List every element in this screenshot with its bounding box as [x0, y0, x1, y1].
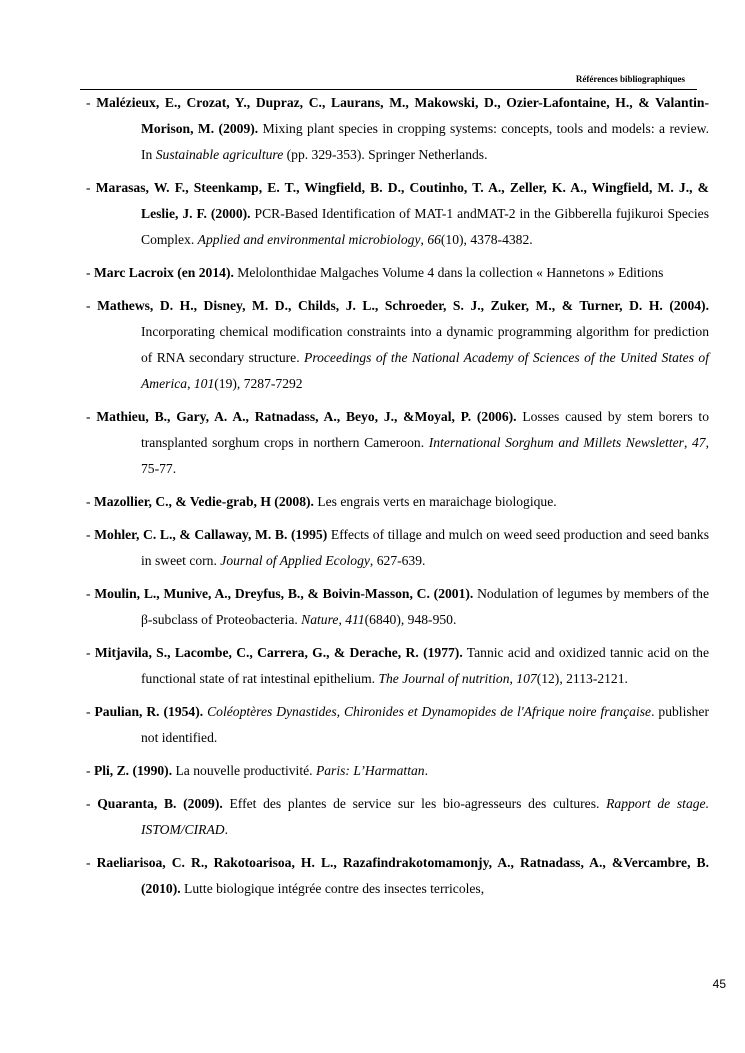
reference-text: .: [224, 822, 228, 837]
reference-text: Nodulation of legumes by members of the β-subclass of Proteobacteria.: [141, 586, 709, 627]
reference-source: International Sorghum and Millets Newsletter: [428, 435, 684, 450]
reference-text: ,: [420, 232, 428, 247]
reference-text: (12), 2113-2121.: [536, 671, 628, 686]
reference-item: [86, 640, 709, 692]
reference-authors: Quaranta, B. (2009).: [97, 796, 223, 811]
reference-text: ,: [509, 671, 517, 686]
reference-prefix: -: [86, 265, 94, 280]
reference-prefix: -: [86, 704, 95, 719]
page-number: 45: [712, 977, 726, 991]
reference-authors: Marasas, W. F., Steenkamp, E. T., Wingfield, B. D., Coutinho, T. A., Zeller, K. A., Wingfield, M. J., & Leslie, J. F. (2000).: [95, 180, 709, 221]
reference-authors: Malézieux, E., Crozat, Y., Dupraz, C., Laurans, M., Makowski, D., Ozier-Lafontaine, H., & Valantin-Morison, M. (2009).: [96, 95, 709, 136]
reference-item: [86, 581, 709, 633]
reference-text: .: [424, 763, 428, 778]
reference-prefix: -: [86, 645, 95, 660]
reference-source: The Journal of nutrition: [378, 671, 510, 686]
reference-volume: 66: [427, 232, 441, 247]
reference-text: (10), 4378-4382.: [440, 232, 533, 247]
reference-authors: Mazollier, C., & Vedie-grab, H (2008).: [93, 494, 314, 509]
reference-prefix: -: [86, 409, 97, 424]
reference-authors: Raeliarisoa, C. R., Rakotoarisoa, H. L., Razafindrakotomamonjy, A., Ratnadass, A., &Vercambre, B. (2010).: [96, 855, 709, 896]
reference-source: Paris: L’Harmattan: [315, 763, 425, 778]
reference-item: [86, 758, 709, 784]
reference-prefix: -: [86, 586, 95, 601]
reference-authors: Marc Lacroix (en 2014).: [93, 265, 234, 280]
reference-text: Les engrais verts en maraichage biologique.: [313, 494, 557, 509]
reference-text: ,: [683, 435, 692, 450]
reference-item: [86, 522, 709, 574]
reference-source: Journal of Applied Ecology: [220, 553, 370, 568]
reference-authors: Pli, Z. (1990).: [93, 763, 173, 778]
reference-prefix: -: [86, 527, 95, 542]
reference-source: Coléoptères Dynastides, Chironides et Dynamopides de l'Afrique noire française: [207, 704, 652, 719]
reference-item: [86, 489, 709, 515]
reference-text: Tannic acid and oxidized tannic acid on the functional state of rat intestinal epithelium.: [141, 645, 709, 686]
reference-text: , 627-639.: [369, 553, 426, 568]
reference-text: PCR-Based Identification of MAT-1 andMAT-2 in the Gibberella fujikuroi Species Complex.: [141, 206, 709, 247]
reference-volume: 411: [345, 612, 365, 627]
reference-text: La nouvelle productivité.: [172, 763, 316, 778]
reference-text: Incorporating chemical modification constraints into a dynamic programming algorithm for prediction of RNA secondary structure.: [141, 324, 709, 365]
reference-source: Proceedings of the National Academy of Sciences of the United States of America: [141, 350, 709, 391]
reference-authors: Mitjavila, S., Lacombe, C., Carrera, G., & Derache, R. (1977).: [94, 645, 463, 660]
reference-text: Melolonthidae Malgaches Volume 4 dans la collection « Hannetons » Editions: [233, 265, 664, 280]
reference-text: Effects of tillage and mulch on weed seed production and seed banks in sweet corn.: [141, 527, 709, 568]
reference-item: [86, 90, 709, 168]
reference-text: (6840), 948-950.: [364, 612, 457, 627]
reference-volume: 101: [193, 376, 215, 391]
reference-volume: 47: [691, 435, 706, 450]
reference-item: [86, 260, 709, 286]
reference-authors: Paulian, R. (1954).: [94, 704, 204, 719]
reference-prefix: -: [86, 180, 96, 195]
reference-list: [86, 90, 709, 909]
reference-prefix: -: [86, 298, 98, 313]
reference-item: [86, 175, 709, 253]
reference-source: Nature: [301, 612, 339, 627]
reference-text: Losses caused by stem borers to transplanted sorghum crops in northern Cameroon.: [141, 409, 709, 450]
reference-text: (19), 7287-7292: [214, 376, 303, 391]
reference-authors: Mathieu, B., Gary, A. A., Ratnadass, A., Beyo, J., &Moyal, P. (2006).: [96, 409, 517, 424]
reference-text: , 75-77.: [141, 435, 709, 476]
reference-text: (pp. 329-353). Springer Netherlands.: [283, 147, 488, 162]
reference-text: ,: [338, 612, 346, 627]
reference-item: [86, 404, 709, 482]
reference-volume: 107: [516, 671, 537, 686]
reference-prefix: -: [86, 494, 94, 509]
reference-source: Sustainable agriculture: [155, 147, 284, 162]
reference-authors: Mohler, C. L., & Callaway, M. B. (1995): [94, 527, 328, 542]
reference-item: [86, 293, 709, 397]
reference-text: Lutte biologique intégrée contre des insectes terricoles,: [180, 881, 485, 896]
reference-authors: Moulin, L., Munive, A., Dreyfus, B., & Boivin-Masson, C. (2001).: [94, 586, 474, 601]
reference-item: [86, 850, 709, 902]
reference-text: Mixing plant species in cropping systems: concepts, tools and models: a review. In: [141, 121, 709, 162]
reference-text: Effet des plantes de service sur les bio-agresseurs des cultures.: [222, 796, 607, 811]
reference-authors: Mathews, D. H., Disney, M. D., Childs, J. L., Schroeder, S. J., Zuker, M., & Turner, D. H. (2004).: [97, 298, 709, 313]
reference-prefix: -: [86, 763, 94, 778]
reference-prefix: -: [86, 95, 97, 110]
reference-item: [86, 699, 709, 751]
reference-source: Rapport de stage. ISTOM/CIRAD: [141, 796, 709, 837]
reference-source: Applied and environmental microbiology: [197, 232, 421, 247]
reference-text: . publisher not identified.: [141, 704, 709, 745]
reference-prefix: -: [86, 855, 97, 870]
reference-item: [86, 791, 709, 843]
reference-text: ,: [187, 376, 194, 391]
running-header-title: Références bibliographiques: [575, 74, 685, 84]
reference-prefix: -: [86, 796, 98, 811]
